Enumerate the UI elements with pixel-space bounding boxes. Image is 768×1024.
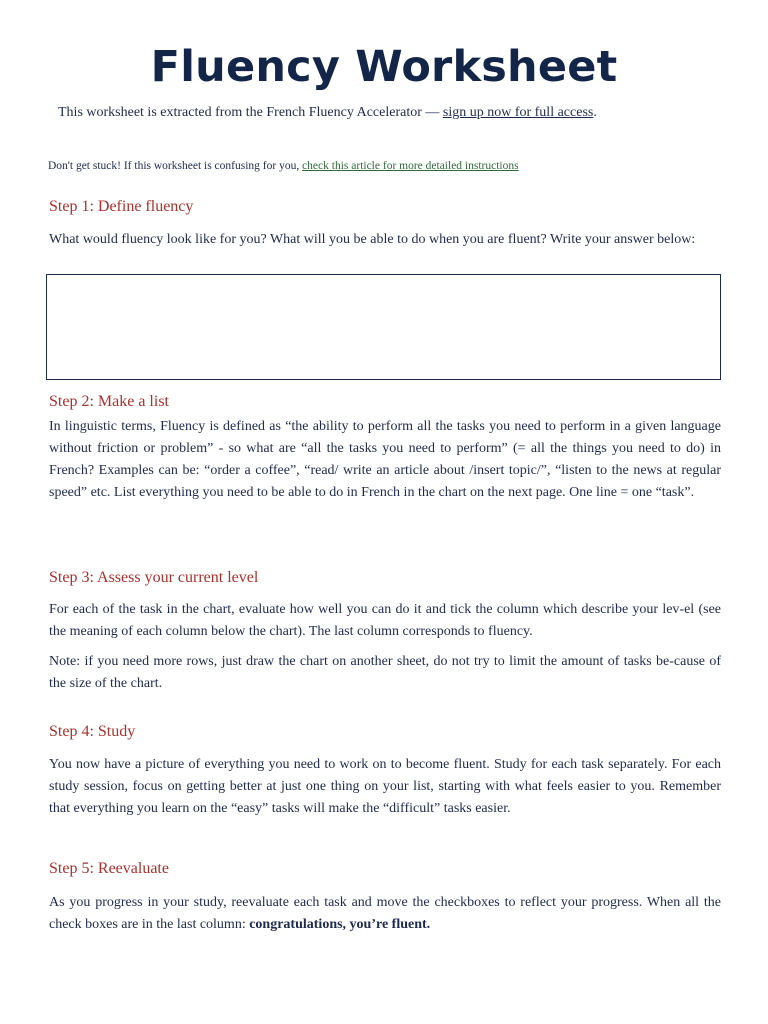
step4-body: You now have a picture of everything you need to work on to become fluent. Study for each task separately. For each study session, focus on getting better at just one thing on your list, starting with what feels easier to you. Remember that everything you learn on the “easy” tasks will make the “difficult” tasks easier. <box>49 757 721 816</box>
step4-heading: Step 4: Study <box>49 723 136 740</box>
intro-text: This worksheet is extracted from the French Fluency Accelerator — <box>58 105 440 120</box>
help-line <box>48 160 519 172</box>
step3-body: For each of the task in the chart, evaluate how well you can do it and tick the column which describe your lev-el (see the meaning of each column below the chart). The last column corresponds to fluency. <box>49 602 721 639</box>
signup-link[interactable]: sign up now for full access <box>442 105 594 120</box>
instructions-link[interactable]: check this article for more detailed instructions <box>302 160 519 172</box>
page-title: Fluency Worksheet <box>150 42 618 92</box>
step2-heading: Step 2: Make a list <box>49 393 169 410</box>
answer-box[interactable] <box>46 274 721 380</box>
step5-text: As you progress in your study, reevaluate each task and move the checkboxes to reflect your progress. When all the check boxes are in the last column: <box>49 895 721 932</box>
intro-period: . <box>593 105 597 120</box>
step5-body <box>49 892 721 936</box>
step5-heading: Step 5: Reevaluate <box>49 860 169 877</box>
intro-line <box>58 105 597 121</box>
step5-congrats: congratulations, you’re fluent. <box>249 917 431 932</box>
step2-body: In linguistic terms, Fluency is defined as “the ability to perform all the tasks you need to perform in a given language without friction or problem” - so what are “all the tasks you need to perform” (= all the things you need to do) in French? Examples can be: “order a coffee”, “read/ write an article about /insert topic/”, “listen to the news at regular speed” etc. List everything you need to be able to do in French in the chart on the next page. One line = one “task”. <box>49 419 721 500</box>
step3-note: Note: if you need more rows, just draw the chart on another sheet, do not try to limit the amount of tasks be-cause of the size of the chart. <box>49 654 721 691</box>
step1-heading: Step 1: Define fluency <box>49 198 194 215</box>
help-text: Don't get stuck! If this worksheet is confusing for you, <box>48 160 300 172</box>
step3-heading: Step 3: Assess your current level <box>49 569 259 586</box>
step1-body: What would fluency look like for you? What will you be able to do when you are fluent? Write your answer below: <box>49 232 696 247</box>
